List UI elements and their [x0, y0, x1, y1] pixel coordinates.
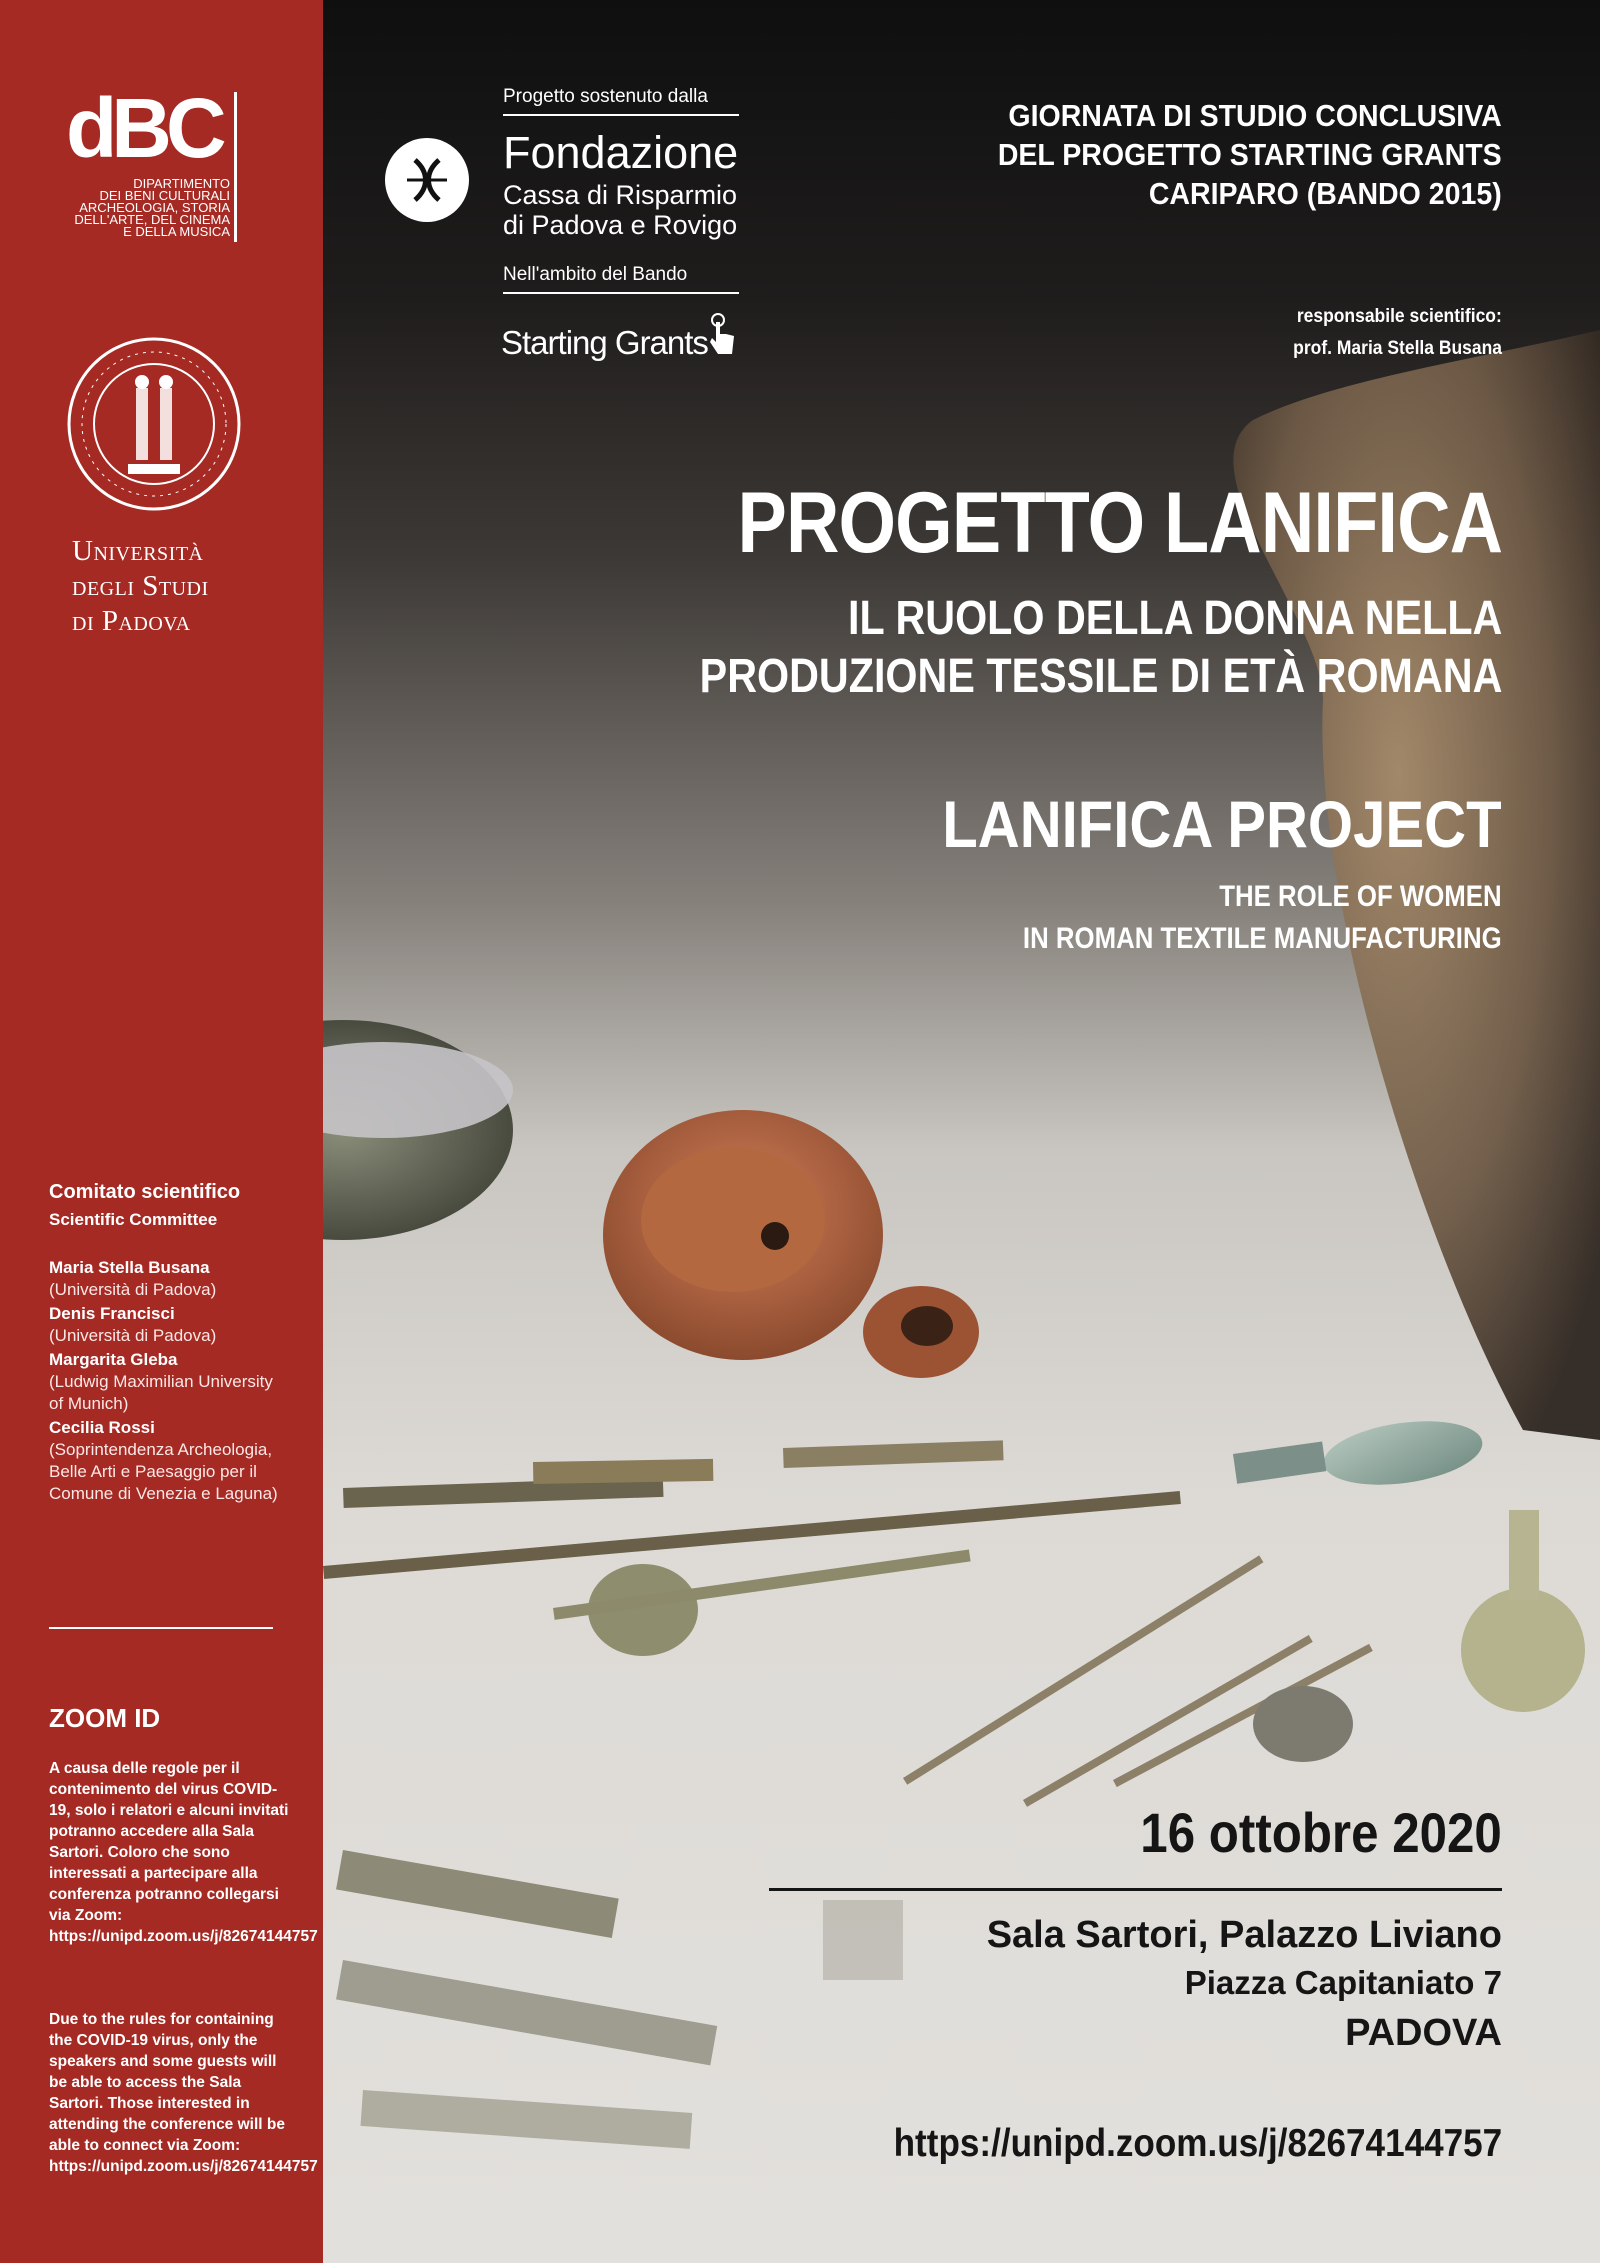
dbc-logo [66, 81, 246, 246]
university-name-line: degli Studi [72, 570, 209, 602]
committee-member [49, 1417, 289, 1505]
committee-list [49, 1257, 289, 1507]
event-heading-line: DEL PROGETTO STARTING GRANTS [998, 137, 1502, 172]
dbc-caption-line: DEI BENI CULTURALI [99, 188, 230, 203]
sidebar-divider [49, 1627, 273, 1629]
committee-subtitle: Scientific Committee [49, 1210, 218, 1229]
dbc-caption-line: DELL'ARTE, DEL CINEMA [74, 212, 230, 227]
dbc-caption [68, 178, 230, 238]
dbc-caption-line: E DELLA MUSICA [123, 224, 230, 239]
title-english: LANIFICA PROJECT [942, 787, 1502, 861]
starting-grants-logo: Starting Grants [501, 324, 708, 361]
committee-member [49, 1303, 289, 1347]
committee-title: Comitato scientifico [49, 1181, 241, 1203]
responsible-name: prof. Maria Stella Busana [1293, 338, 1502, 359]
member-name: Margarita Gleba [49, 1350, 178, 1369]
event-heading [998, 96, 1502, 213]
sponsor-subname-line: Cassa di Risparmio [503, 180, 738, 210]
pointing-hand-icon [708, 312, 738, 356]
date-divider [769, 1888, 1502, 1891]
responsible-label: responsabile scientifico: [1297, 306, 1502, 327]
dbc-letters: dBC [66, 81, 221, 175]
event-venue: Sala Sartori, Palazzo Liviano [986, 1914, 1502, 1956]
member-affiliation: (Università di Padova) [49, 1280, 217, 1299]
sponsor-supported-by: Progetto sostenuto dalla [503, 86, 708, 107]
event-city: PADOVA [1345, 2012, 1502, 2054]
university-name [72, 534, 292, 639]
subtitle-italian-line: IL RUOLO DELLA DONNA NELLA [847, 592, 1502, 645]
main-poster [323, 0, 1600, 2263]
subtitle-italian-line: PRODUZIONE TESSILE DI ETÀ ROMANA [699, 650, 1502, 703]
subtitle-italian [699, 590, 1502, 706]
subtitle-english [1023, 876, 1502, 960]
sponsor-rule [503, 292, 739, 294]
member-name: Maria Stella Busana [49, 1258, 210, 1277]
sponsor-name: Fondazione [503, 127, 739, 178]
member-affiliation: (Ludwig Maximilian University of Munich) [49, 1372, 273, 1413]
dbc-divider [234, 92, 237, 242]
event-heading-line: GIORNATA DI STUDIO CONCLUSIVA [1008, 98, 1502, 133]
university-name-line: Università [72, 535, 204, 567]
committee-member [49, 1257, 289, 1301]
member-affiliation: (Università di Padova) [49, 1326, 217, 1345]
event-heading-line: CARIPARO (BANDO 2015) [1149, 176, 1502, 211]
sponsor-subname-line: di Padova e Rovigo [503, 210, 738, 240]
zoom-info-english: Due to the rules for containing the COVID-19 virus, only the speakers and some guests will be able to access the Sala Sartori. Those interested in attending the conference will be able to connect via Zoom: https://unipd.zoom.us/j/82674144757 [49, 2011, 318, 2175]
sponsor-subname [503, 180, 737, 240]
university-seal-icon [66, 336, 242, 512]
sidebar [0, 0, 323, 2263]
committee-member [49, 1349, 289, 1415]
sponsor-rule [503, 114, 739, 116]
sponsor-block [385, 86, 745, 386]
zoom-info-italian: A causa delle regole per il contenimento del virus COVID-19, solo i relatori e alcuni invitati potranno accedere alla Sala Sartori. Coloro che sono interessati a partecipare alla conferenza potranno collegarsi via Zoom: https://unipd.zoom.us/j/82674144757 [49, 1760, 318, 1945]
event-address: Piazza Capitaniato 7 [1184, 1964, 1502, 2001]
university-name-line: di Padova [72, 605, 191, 637]
dbc-caption-line: ARCHEOLOGIA, STORIA [79, 200, 230, 215]
member-name: Cecilia Rossi [49, 1418, 155, 1437]
subtitle-english-line: THE ROLE OF WOMEN [1219, 880, 1502, 913]
bando-label: Nell'ambito del Bando [503, 264, 688, 285]
zoom-id-title: ZOOM ID [49, 1703, 161, 1733]
subtitle-english-line: IN ROMAN TEXTILE MANUFACTURING [1023, 922, 1502, 955]
fondazione-logo-icon [385, 138, 469, 222]
dbc-caption-line: DIPARTIMENTO [133, 176, 230, 191]
event-date: 16 ottobre 2020 [1140, 1801, 1502, 1864]
zoom-link[interactable]: https://unipd.zoom.us/j/82674144757 [893, 2122, 1502, 2165]
member-affiliation: (Soprintendenza Archeologia, Belle Arti e Paesaggio per il Comune di Venezia e Laguna) [49, 1440, 278, 1503]
title-italian: PROGETTO LANIFICA [737, 475, 1502, 571]
member-name: Denis Francisci [49, 1304, 175, 1323]
